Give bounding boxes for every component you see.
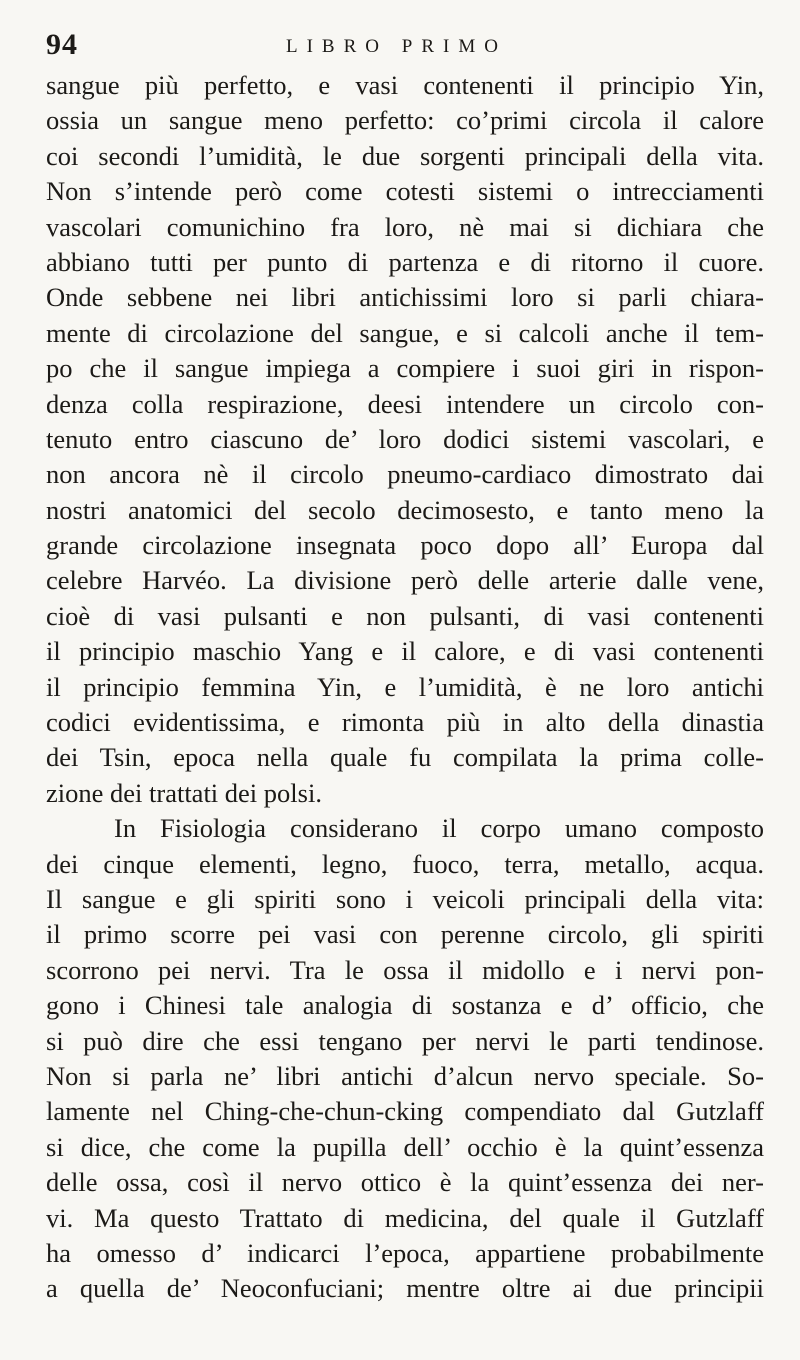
- text-line: In Fisiologia considerano il corpo umano composto: [114, 813, 764, 844]
- text-line: Onde sebbene nei libri antichissimi loro si parli chiara-: [46, 282, 764, 313]
- text-line: si dice, che come la pupilla dell’ occhio è la quint’essenza: [46, 1131, 764, 1162]
- text-line: Non si parla ne’ libri antichi d’alcun nervo speciale. So-: [46, 1060, 764, 1091]
- running-title: LIBRO PRIMO: [286, 36, 507, 57]
- text-line: dei cinque elementi, legno, fuoco, terra, metallo, acqua.: [46, 848, 764, 879]
- text-line: ossia un sangue meno perfetto: co’primi circola il calore: [46, 105, 764, 136]
- text-line: zione dei trattati dei polsi.: [46, 777, 322, 808]
- text-line: po che il sangue impiega a compiere i suoi giri in rispon-: [46, 353, 764, 384]
- text-line: cioè di vasi pulsanti e non pulsanti, di vasi contenenti: [46, 600, 764, 631]
- text-line: codici evidentissima, e rimonta più in alto della dinastia: [46, 707, 764, 738]
- text-line: lamente nel Ching-che-chun-cking compendiato dal Gutzlaff: [46, 1096, 764, 1127]
- text-line: delle ossa, così il nervo ottico è la quint’essenza dei ner-: [46, 1167, 764, 1198]
- body-text: [46, 68, 764, 1307]
- text-line: mente di circolazione del sangue, e si calcoli anche il tem-: [46, 317, 764, 348]
- running-header: [46, 28, 760, 68]
- text-line: gono i Chinesi tale analogia di sostanza e d’ officio, che: [46, 990, 764, 1021]
- text-line: abbiano tutti per punto di partenza e di ritorno il cuore.: [46, 246, 764, 277]
- text-line: Non s’intende però come cotesti sistemi o intrecciamenti: [46, 176, 764, 207]
- text-line: il primo scorre pei vasi con perenne circolo, gli spiriti: [46, 919, 764, 950]
- text-line: vascolari comunichino fra loro, nè mai si dichiara che: [46, 211, 764, 242]
- text-line: nostri anatomici del secolo decimosesto, e tanto meno la: [46, 494, 764, 525]
- text-line: ha omesso d’ indicarci l’epoca, appartiene probabilmente: [46, 1237, 764, 1268]
- text-line: si può dire che essi tengano per nervi le parti tendinose.: [46, 1025, 764, 1056]
- text-line: tenuto entro ciascuno de’ loro dodici sistemi vascolari, e: [46, 423, 764, 454]
- text-line: non ancora nè il circolo pneumo-cardiaco dimostrato dai: [46, 459, 764, 490]
- text-line: vi. Ma questo Trattato di medicina, del quale il Gutzlaff: [46, 1202, 764, 1233]
- text-line: Il sangue e gli spiriti sono i veicoli principali della vita:: [46, 883, 764, 914]
- page-number: 94: [46, 28, 78, 61]
- text-line: il principio femmina Yin, e l’umidità, è ne loro antichi: [46, 671, 764, 702]
- text-line: sangue più perfetto, e vasi contenenti il principio Yin,: [46, 70, 764, 100]
- text-line: denza colla respirazione, deesi intendere un circolo con-: [46, 388, 764, 419]
- text-line: celebre Harvéo. La divisione però delle arterie dalle vene,: [46, 565, 764, 596]
- text-line: coi secondi l’umidità, le due sorgenti principali della vita.: [46, 140, 764, 171]
- text-line: a quella de’ Neoconfuciani; mentre oltre ai due principii: [46, 1273, 764, 1304]
- text-line: il principio maschio Yang e il calore, e di vasi contenenti: [46, 636, 764, 667]
- text-line: grande circolazione insegnata poco dopo all’ Europa dal: [46, 530, 764, 561]
- text-line: scorrono pei nervi. Tra le ossa il midollo e i nervi pon-: [46, 954, 764, 985]
- text-line: dei Tsin, epoca nella quale fu compilata la prima colle-: [46, 742, 764, 773]
